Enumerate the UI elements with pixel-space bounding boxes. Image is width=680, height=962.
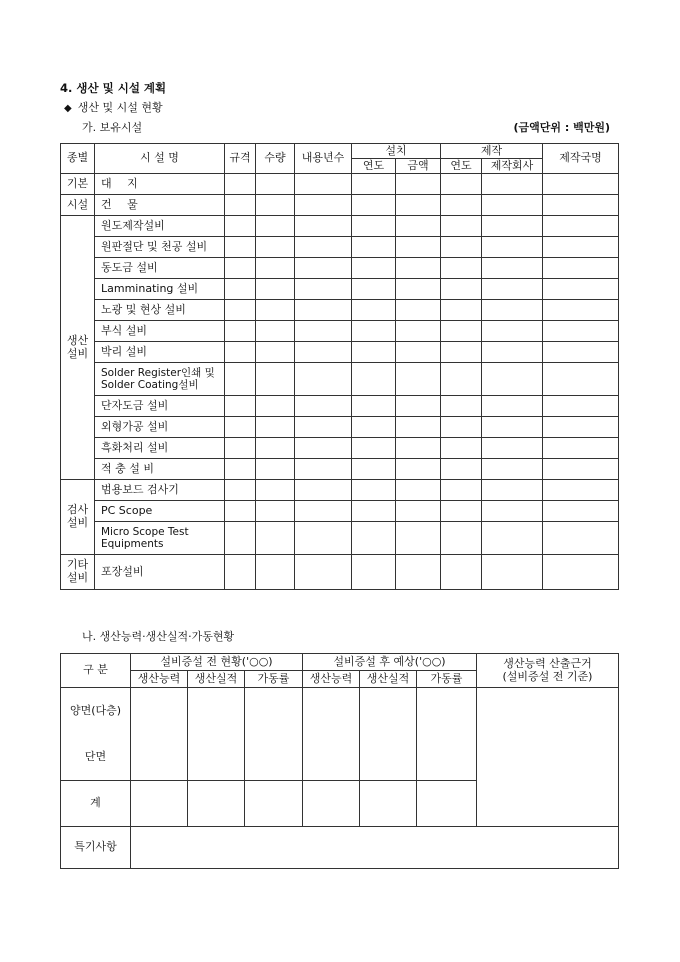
facility-item: 포장설비 bbox=[95, 555, 225, 590]
group-label-production bbox=[61, 216, 95, 480]
group-label-other-1: 기타 bbox=[66, 558, 89, 572]
facility-item: PC Scope bbox=[95, 501, 225, 522]
group-label-inspection bbox=[61, 480, 95, 555]
facility-item: Solder Register인쇄 및 Solder Coating설비 bbox=[95, 363, 225, 396]
header-capacity: 생산능력 bbox=[131, 671, 188, 688]
facility-item: 적 충 설 비 bbox=[95, 459, 225, 480]
header-actual: 생산실적 bbox=[188, 671, 245, 688]
group-label-inspection-1: 검사 bbox=[66, 503, 89, 517]
facility-item: Lamminating 설비 bbox=[95, 279, 225, 300]
header-after: 설비증설 후 예상('○○) bbox=[303, 654, 477, 671]
header-capacity: 생산능력 bbox=[303, 671, 360, 688]
header-useful-life: 내용년수 bbox=[295, 144, 352, 174]
group-label-production-2: 설비 bbox=[66, 346, 89, 360]
facilities-table bbox=[60, 143, 619, 590]
header-actual: 생산실적 bbox=[360, 671, 417, 688]
facility-item: 원판절단 및 천공 설비 bbox=[95, 237, 225, 258]
header-basis bbox=[477, 654, 619, 688]
facility-item: 흑화처리 설비 bbox=[95, 438, 225, 459]
subheading: 생산 및 시설 현황 bbox=[77, 101, 163, 114]
facility-item: 동도금 설비 bbox=[95, 258, 225, 279]
header-category: 종별 bbox=[61, 144, 95, 174]
header-utilization: 가동률 bbox=[245, 671, 303, 688]
facility-item: 대 지 bbox=[95, 174, 225, 195]
facility-item: 외형가공 설비 bbox=[95, 417, 225, 438]
header-country: 제작국명 bbox=[543, 144, 619, 174]
facility-item: 노광 및 현상 설비 bbox=[95, 300, 225, 321]
row-label-total: 계 bbox=[61, 781, 131, 827]
row-label-products bbox=[61, 688, 131, 781]
subheading-line bbox=[64, 99, 163, 115]
header-mfg-company: 제작회사 bbox=[482, 159, 543, 174]
header-spec: 규격 bbox=[225, 144, 256, 174]
header-utilization: 가동률 bbox=[417, 671, 477, 688]
header-basis-2: (설비증설 전 기준) bbox=[502, 669, 593, 683]
capacity-table bbox=[60, 653, 619, 869]
unit-note: (금액단위 : 백만원) bbox=[513, 121, 610, 134]
group-label-other bbox=[61, 555, 95, 590]
header-manufacture: 제작 bbox=[441, 144, 543, 159]
facility-item: 건 물 bbox=[95, 195, 225, 216]
group-label-inspection-2: 설비 bbox=[66, 516, 89, 529]
header-installation: 설치 bbox=[352, 144, 441, 159]
header-before: 설비증설 전 현황('○○) bbox=[131, 654, 303, 671]
header-category: 구 분 bbox=[61, 654, 131, 688]
header-mfg-year: 연도 bbox=[441, 159, 482, 174]
row-label-double: 양면(다층) bbox=[69, 704, 122, 717]
section-heading: 4. 생산 및 시설 계획 bbox=[60, 81, 167, 95]
facility-item: 부식 설비 bbox=[95, 321, 225, 342]
facility-item: 원도제작설비 bbox=[95, 216, 225, 237]
facility-item: Micro Scope Test Equipments bbox=[95, 522, 225, 555]
header-basis-1: 생산능력 산출근거 bbox=[503, 656, 592, 670]
facility-item: 범용보드 검사기 bbox=[95, 480, 225, 501]
part-a-title: 가. 보유시설 bbox=[82, 121, 143, 134]
facility-item: 단자도금 설비 bbox=[95, 396, 225, 417]
group-label-production-1: 생산 bbox=[66, 333, 89, 347]
group-label-other-2: 설비 bbox=[66, 571, 89, 584]
group-label-basic-2: 시설 bbox=[61, 195, 95, 216]
row-label-notes: 특기사항 bbox=[61, 827, 131, 869]
header-install-amount: 금액 bbox=[396, 159, 441, 174]
header-facility-name: 시 설 명 bbox=[95, 144, 225, 174]
part-b-title: 나. 생산능력·생산실적·가동현황 bbox=[82, 630, 235, 643]
facility-item: 박리 설비 bbox=[95, 342, 225, 363]
group-label-basic-1: 기본 bbox=[61, 174, 95, 195]
diamond-bullet-icon: ◆ bbox=[64, 103, 72, 114]
row-label-single: 단면 bbox=[84, 750, 107, 763]
header-install-year: 연도 bbox=[352, 159, 396, 174]
header-quantity: 수량 bbox=[256, 144, 295, 174]
